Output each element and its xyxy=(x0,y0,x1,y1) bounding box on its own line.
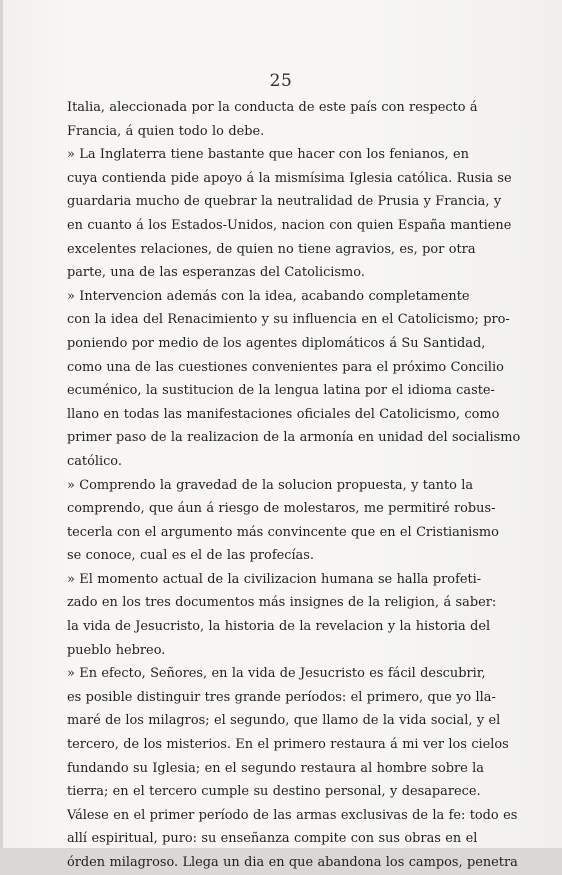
text-line: la vida de Jesucristo, la historia de la revelacion y la historia del xyxy=(67,619,491,635)
text-line: ecuménico, la sustitucion de la lengua latina por el idioma caste- xyxy=(67,383,495,399)
text-line: fundando su Iglesia; en el segundo restaura al hombre sobre la xyxy=(67,760,484,776)
text-line: en cuanto á los Estados-Unidos, nacion con quien España mantiene xyxy=(67,217,512,233)
text-line: primer paso de la realizacion de la armonía en unidad del socialismo xyxy=(67,430,521,446)
page-number: 25 xyxy=(269,71,293,91)
text-line: allí espiritual, puro: su enseñanza compite con sus obras en el xyxy=(67,831,478,847)
text-line: poniendo por medio de los agentes diplomáticos á Su Santidad, xyxy=(67,335,486,351)
text-line: » Comprendo la gravedad de la solucion propuesta, y tanto la xyxy=(67,477,474,493)
page-edge-shadow xyxy=(0,0,3,848)
text-line: » Intervencion además con la idea, acabando completamente xyxy=(67,288,470,304)
text-line: » En efecto, Señores, en la vida de Jesucristo es fácil descubrir, xyxy=(67,666,486,682)
text-line: se conoce, cual es el de las profecías. xyxy=(67,548,314,564)
text-line: pueblo hebreo. xyxy=(67,642,166,658)
text-line: como una de las cuestiones convenientes para el próximo Concilio xyxy=(67,359,504,375)
text-line: tierra; en el tercero cumple su destino personal, y desaparece. xyxy=(67,784,481,800)
text-line: » La Inglaterra tiene bastante que hacer con los fenianos, en xyxy=(67,147,469,163)
text-line: guardaria mucho de quebrar la neutralidad de Prusia y Francia, y xyxy=(67,194,502,210)
text-line: comprendo, que áun á riesgo de molestaros, me permitiré robus- xyxy=(67,501,496,517)
text-line: católico. xyxy=(67,453,122,469)
text-line: tercero, de los misterios. En el primero restaura á mi ver los cielos xyxy=(67,737,509,753)
text-line: maré de los milagros; el segundo, que llamo de la vida social, y el xyxy=(67,713,501,729)
text-line: excelentes relaciones, de quien no tiene agravios, es, por otra xyxy=(67,241,476,257)
text-line: Francia, á quien todo lo debe. xyxy=(67,123,265,139)
text-line: Válese en el primer período de las armas exclusivas de la fe: todo es xyxy=(67,807,518,823)
body-text xyxy=(67,96,521,875)
text-line: tecerla con el argumento más convincente que en el Cristianismo xyxy=(67,524,499,540)
text-line: llano en todas las manifestaciones oficiales del Catolicismo, como xyxy=(67,406,500,422)
text-line: parte, una de las esperanzas del Catolicismo. xyxy=(67,265,365,281)
text-line: cuya contienda pide apoyo á la mismísima Iglesia católica. Rusia se xyxy=(67,170,512,186)
text-line: zado en los tres documentos más insignes de la religion, á saber: xyxy=(67,595,497,611)
text-line: es posible distinguir tres grande períodos: el primero, que yo lla- xyxy=(67,689,496,705)
text-line: con la idea del Renacimiento y su influencia en el Catolicismo; pro- xyxy=(67,312,510,328)
text-line: órden milagroso. Llega un dia en que abandona los campos, penetra xyxy=(67,855,518,870)
text-line: » El momento actual de la civilizacion humana se halla profeti- xyxy=(67,571,482,587)
text-line: Italia, aleccionada por la conducta de este país con respecto á xyxy=(67,100,478,115)
